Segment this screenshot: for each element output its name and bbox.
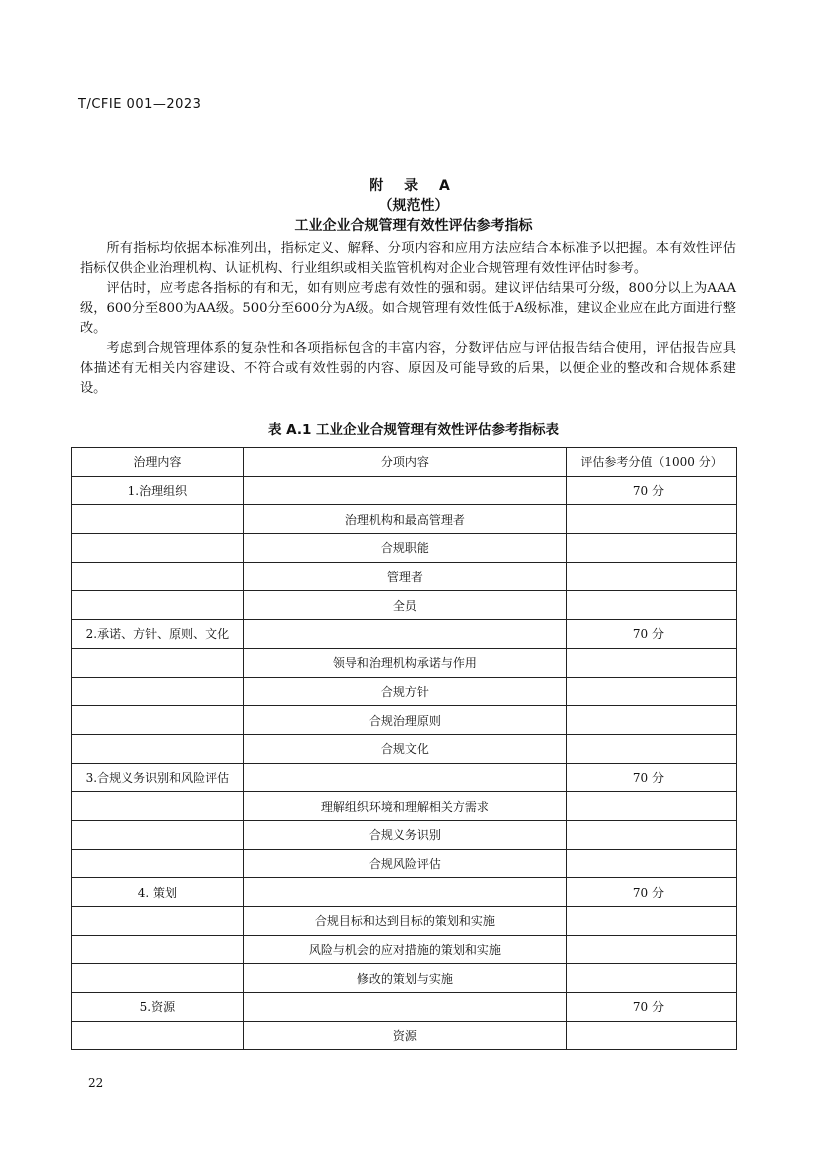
table-row	[72, 591, 737, 620]
appendix-name: 工业企业合规管理有效性评估参考指标	[294, 218, 533, 234]
cell-governance	[72, 505, 244, 534]
cell-score: 70 分	[567, 878, 737, 907]
table-row	[72, 763, 737, 792]
cell-governance: 1.治理组织	[72, 476, 244, 505]
table-row	[72, 993, 737, 1022]
cell-score: 70 分	[567, 993, 737, 1022]
table-row	[72, 792, 737, 821]
cell-score	[567, 505, 737, 534]
cell-governance	[72, 935, 244, 964]
cell-subitem: 管理者	[243, 562, 566, 591]
cell-score: 70 分	[567, 763, 737, 792]
cell-subitem: 理解组织环境和理解相关方需求	[243, 792, 566, 821]
paragraph: 所有指标均依据本标准列出，指标定义、解释、分项内容和应用方法应结合本标准予以把握。本有效性评估指标仅供企业治理机构、认证机构、行业组织或相关监管机构对企业合规管理有效性评估时参考。	[80, 241, 736, 276]
cell-score	[567, 964, 737, 993]
cell-subitem	[243, 878, 566, 907]
cell-governance	[72, 734, 244, 763]
cell-governance	[72, 677, 244, 706]
cell-subitem: 资源	[243, 1021, 566, 1050]
cell-governance	[72, 562, 244, 591]
cell-score	[567, 534, 737, 563]
cell-governance: 5.资源	[72, 993, 244, 1022]
cell-subitem: 合规文化	[243, 734, 566, 763]
cell-governance	[72, 964, 244, 993]
table-row	[72, 878, 737, 907]
intro-text	[80, 239, 736, 399]
table-row	[72, 734, 737, 763]
cell-subitem: 合规方针	[243, 677, 566, 706]
cell-governance: 2.承诺、方针、原则、文化	[72, 620, 244, 649]
cell-score: 70 分	[567, 476, 737, 505]
cell-subitem: 合规职能	[243, 534, 566, 563]
cell-score	[567, 648, 737, 677]
cell-score	[567, 820, 737, 849]
cell-governance	[72, 820, 244, 849]
table-caption: 表 A.1 工业企业合规管理有效性评估参考指标表	[267, 422, 560, 438]
cell-score	[567, 907, 737, 936]
cell-subitem	[243, 993, 566, 1022]
cell-score	[567, 935, 737, 964]
cell-governance	[72, 1021, 244, 1050]
cell-governance	[72, 907, 244, 936]
appendix-type: （规范性）	[378, 198, 449, 214]
cell-subitem: 全员	[243, 591, 566, 620]
cell-score	[567, 792, 737, 821]
appendix-heading	[0, 176, 827, 236]
indicator-table	[71, 447, 737, 1050]
cell-score	[567, 706, 737, 735]
cell-subitem: 合规风险评估	[243, 849, 566, 878]
table-row	[72, 562, 737, 591]
table-row	[72, 476, 737, 505]
table-row	[72, 706, 737, 735]
table-row	[72, 648, 737, 677]
cell-score	[567, 562, 737, 591]
paragraph: 评估时，应考虑各指标的有和无，如有则应考虑有效性的强和弱。建议评估结果可分级，800分以上为AAA级，600分至800为AA级。500分至600分为A级。如合规管理有效性低于A级标准，建议企业应在此方面进行整改。	[80, 281, 736, 336]
cell-governance	[72, 591, 244, 620]
table-row	[72, 935, 737, 964]
cell-score	[567, 849, 737, 878]
table-header-row	[72, 448, 737, 477]
cell-subitem: 领导和治理机构承诺与作用	[243, 648, 566, 677]
page-number: 22	[88, 1076, 104, 1090]
document-code: T/CFIE 001—2023	[78, 97, 202, 112]
table-row	[72, 964, 737, 993]
table-row	[72, 1021, 737, 1050]
cell-score	[567, 734, 737, 763]
appendix-title: 附 录 A	[369, 178, 458, 194]
cell-governance: 3.合规义务识别和风险评估	[72, 763, 244, 792]
cell-governance	[72, 706, 244, 735]
cell-score	[567, 591, 737, 620]
cell-score	[567, 1021, 737, 1050]
cell-subitem: 合规治理原则	[243, 706, 566, 735]
cell-subitem	[243, 620, 566, 649]
cell-governance	[72, 849, 244, 878]
cell-subitem: 合规目标和达到目标的策划和实施	[243, 907, 566, 936]
cell-governance: 4. 策划	[72, 878, 244, 907]
cell-governance	[72, 648, 244, 677]
table-row	[72, 505, 737, 534]
cell-subitem: 修改的策划与实施	[243, 964, 566, 993]
table-row	[72, 677, 737, 706]
cell-score	[567, 677, 737, 706]
cell-subitem	[243, 476, 566, 505]
paragraph: 考虑到合规管理体系的复杂性和各项指标包含的丰富内容，分数评估应与评估报告结合使用，评估报告应具体描述有无相关内容建设、不符合或有效性弱的内容、原因及可能导致的后果，以便企业的整改和合规体系建设。	[80, 341, 736, 396]
cell-subitem	[243, 763, 566, 792]
cell-subitem: 合规义务识别	[243, 820, 566, 849]
header-score: 评估参考分值（1000 分）	[567, 448, 737, 477]
table-row	[72, 534, 737, 563]
table-row	[72, 849, 737, 878]
table-row	[72, 620, 737, 649]
cell-score: 70 分	[567, 620, 737, 649]
cell-subitem: 风险与机会的应对措施的策划和实施	[243, 935, 566, 964]
table-row	[72, 907, 737, 936]
cell-subitem: 治理机构和最高管理者	[243, 505, 566, 534]
header-governance: 治理内容	[72, 448, 244, 477]
header-subitem: 分项内容	[243, 448, 566, 477]
cell-governance	[72, 534, 244, 563]
cell-governance	[72, 792, 244, 821]
table-row	[72, 820, 737, 849]
